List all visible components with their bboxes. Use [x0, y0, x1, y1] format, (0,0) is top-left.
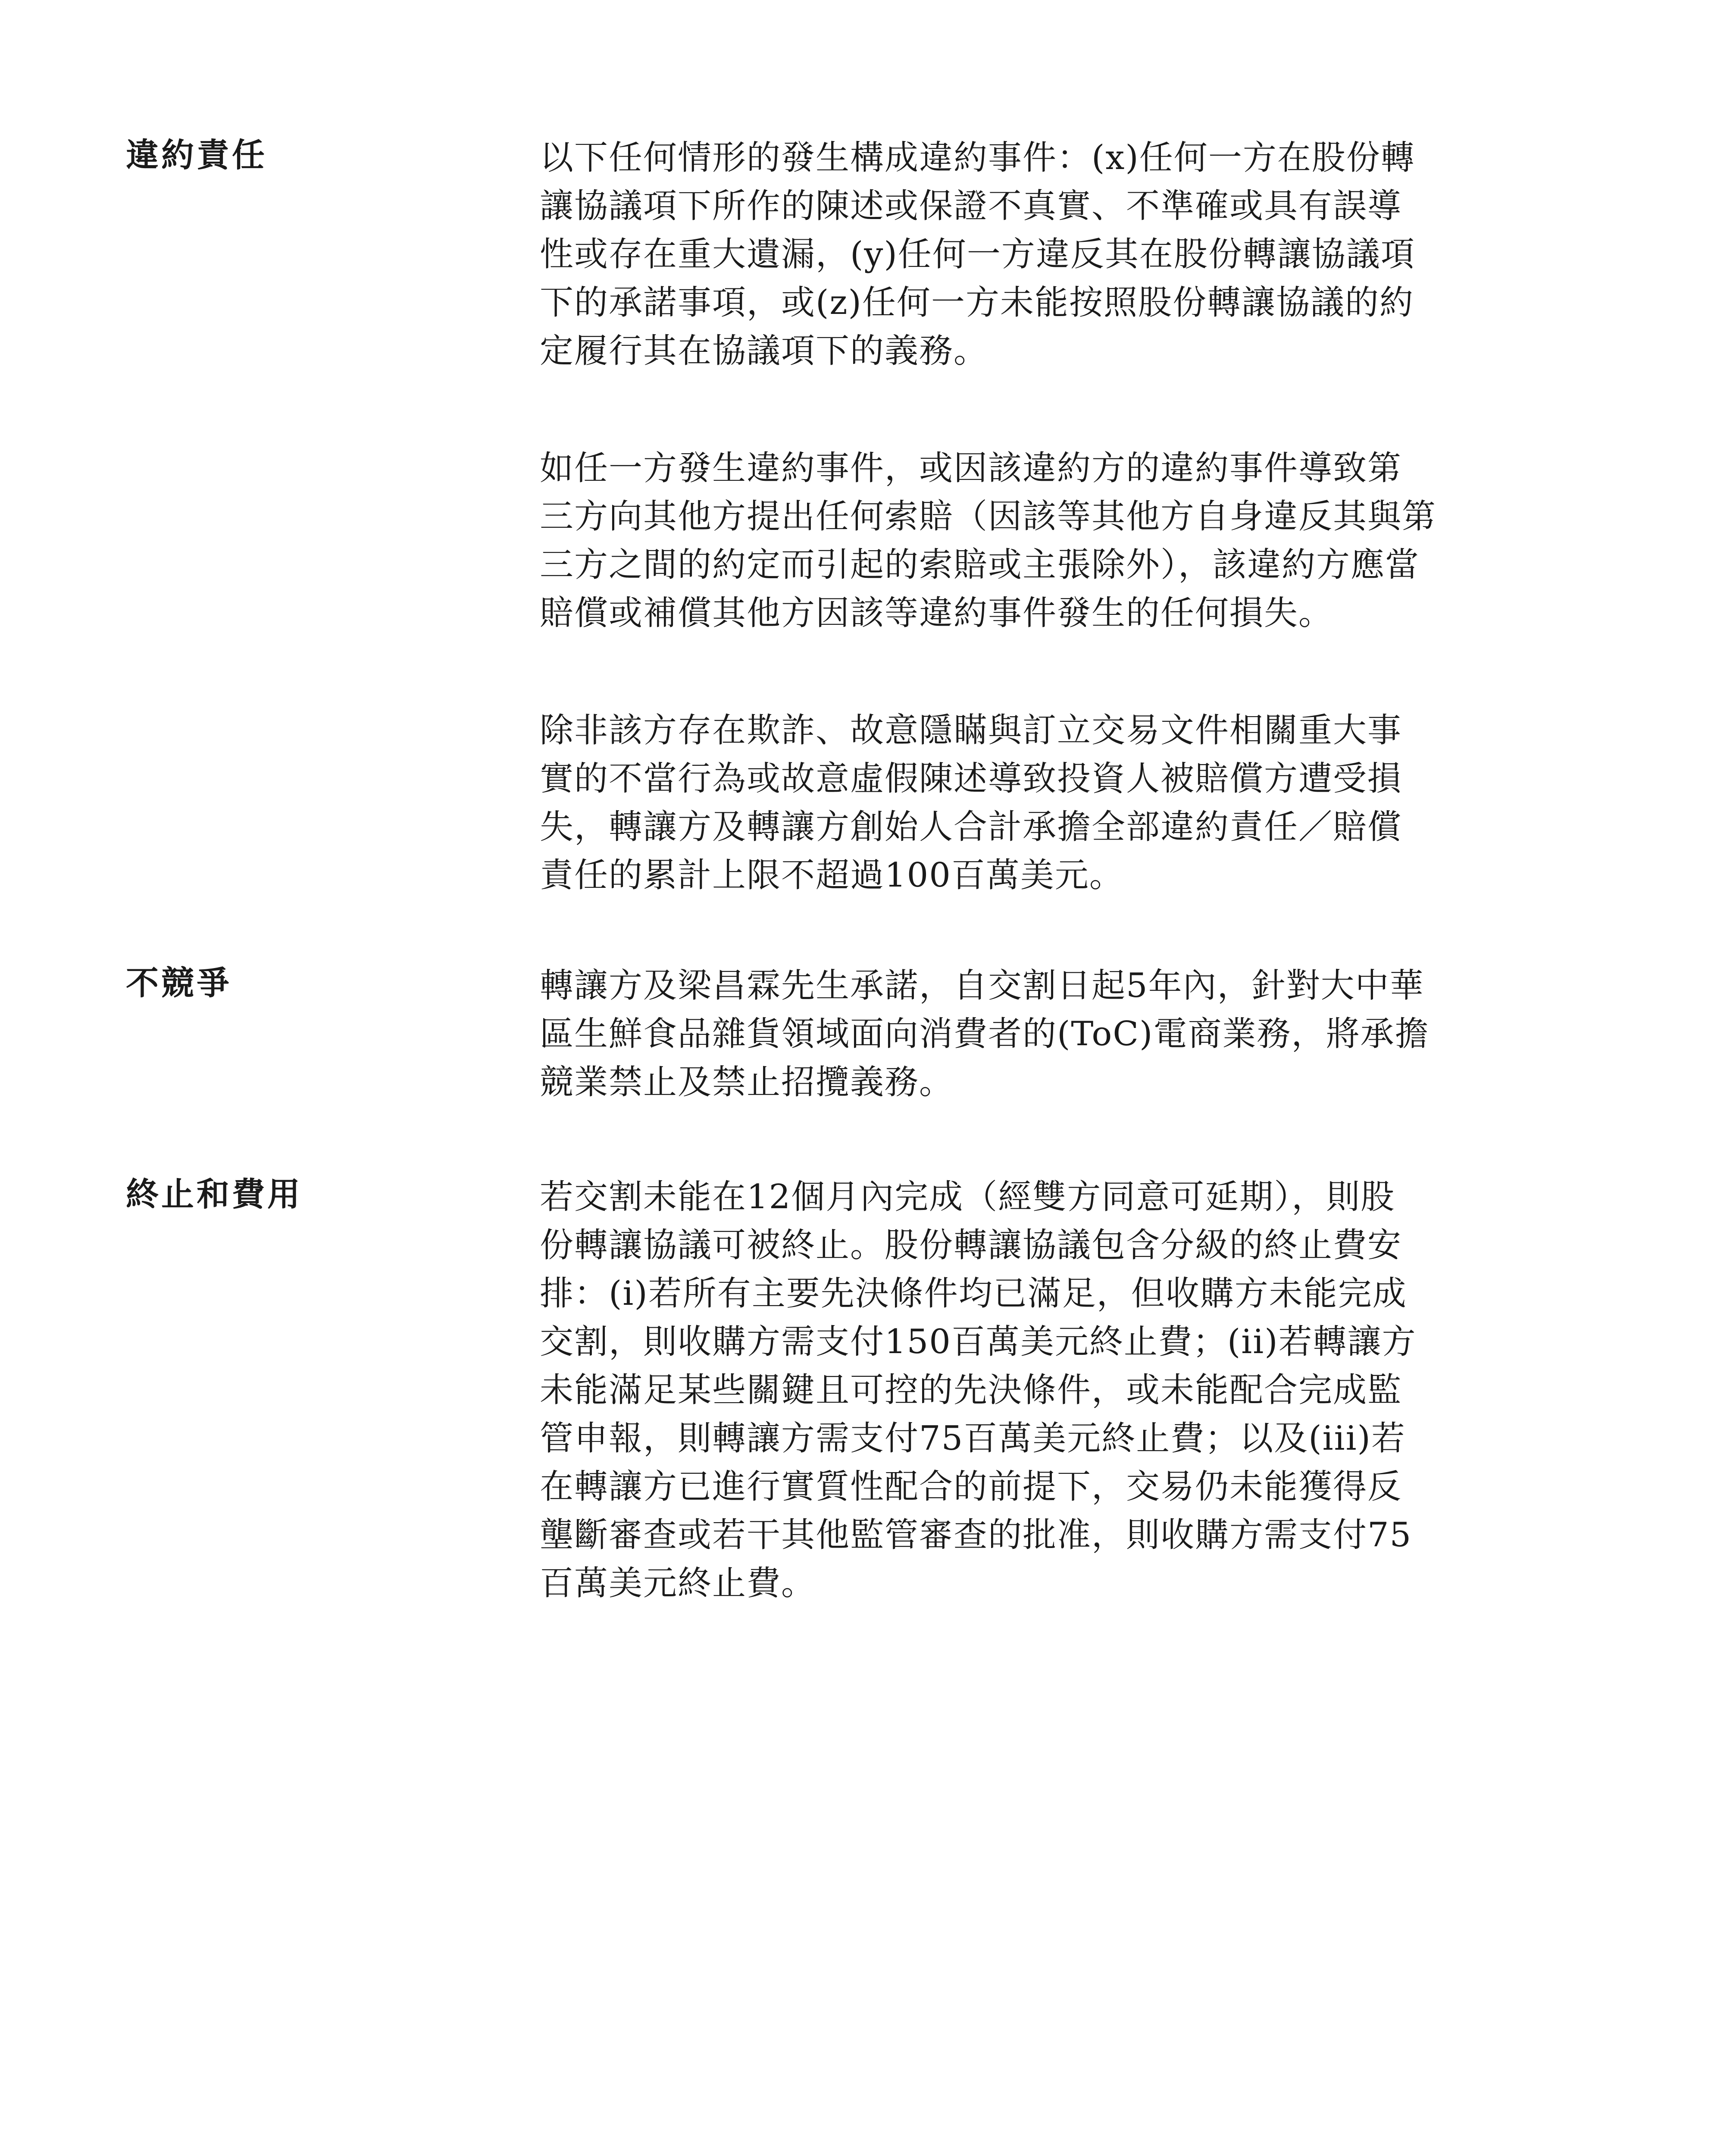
paragraph: [540, 444, 1609, 637]
text-line: 實的不當行為或故意虛假陳述導致投資人被賠償方遭受損: [540, 759, 1402, 798]
text-line: 下的承諾事項，或(z)任何一方未能按照股份轉讓協議的約: [540, 283, 1414, 322]
section-body: [540, 1173, 1609, 1608]
text-line: 性或存在重大遺漏，(y)任何一方違反其在股份轉讓協議項: [540, 235, 1415, 274]
section-body: [540, 134, 1609, 899]
text-line: 定履行其在協議項下的義務。: [540, 332, 988, 370]
text-line: 百萬美元終止費。: [540, 1564, 816, 1603]
text-line: 份轉讓協議可被終止。股份轉讓協議包含分級的終止費安: [540, 1226, 1402, 1265]
text-line: 競業禁止及禁止招攬義務。: [540, 1063, 954, 1102]
text-line: 區生鮮食品雜貨領域面向消費者的(ToC)電商業務，將承擔: [540, 1015, 1429, 1053]
section-heading: 終止和費用: [126, 1175, 303, 1213]
text-line: 三方之間的約定而引起的索賠或主張除外），該違約方應當: [540, 545, 1420, 584]
section-body: [540, 962, 1609, 1106]
text-line: 如任一方發生違約事件，或因該違約方的違約事件導致第: [540, 449, 1402, 488]
section-heading: 違約責任: [126, 136, 267, 174]
text-line: 管申報，則轉讓方需支付75百萬美元終止費；以及(iii)若: [540, 1419, 1406, 1458]
text-line: 除非該方存在欺詐、故意隱瞞與訂立交易文件相關重大事: [540, 711, 1402, 750]
text-line: 未能滿足某些關鍵且可控的先決條件，或未能配合完成監: [540, 1371, 1402, 1410]
section-heading: 不競爭: [126, 964, 232, 1002]
text-line: 以下任何情形的發生構成違約事件：(x)任何一方在股份轉: [540, 138, 1415, 177]
text-line: 讓協議項下所作的陳述或保證不真實、不準確或具有誤導: [540, 187, 1402, 226]
paragraph: [540, 134, 1609, 375]
text-line: 失，轉讓方及轉讓方創始人合計承擔全部違約責任／賠償: [540, 808, 1402, 846]
text-line: 賠償或補償其他方因該等違約事件發生的任何損失。: [540, 594, 1333, 633]
paragraph: [540, 962, 1609, 1106]
text-line: 排：(i)若所有主要先決條件均已滿足，但收購方未能完成: [540, 1274, 1407, 1313]
text-line: 若交割未能在12個月內完成（經雙方同意可延期），則股: [540, 1178, 1395, 1216]
text-line: 壟斷審查或若干其他監管審查的批准，則收購方需支付75: [540, 1516, 1412, 1554]
paragraph: [540, 1173, 1609, 1608]
text-line: 責任的累計上限不超過100百萬美元。: [540, 856, 1124, 895]
text-line: 在轉讓方已進行實質性配合的前提下，交易仍未能獲得反: [540, 1467, 1402, 1506]
text-line: 三方向其他方提出任何索賠（因該等其他方自身違反其與第: [540, 497, 1437, 536]
text-line: 交割，則收購方需支付150百萬美元終止費；(ii)若轉讓方: [540, 1322, 1417, 1361]
text-line: 轉讓方及梁昌霖先生承諾，自交割日起5年內，針對大中華: [540, 966, 1424, 1005]
paragraph: [540, 706, 1609, 899]
